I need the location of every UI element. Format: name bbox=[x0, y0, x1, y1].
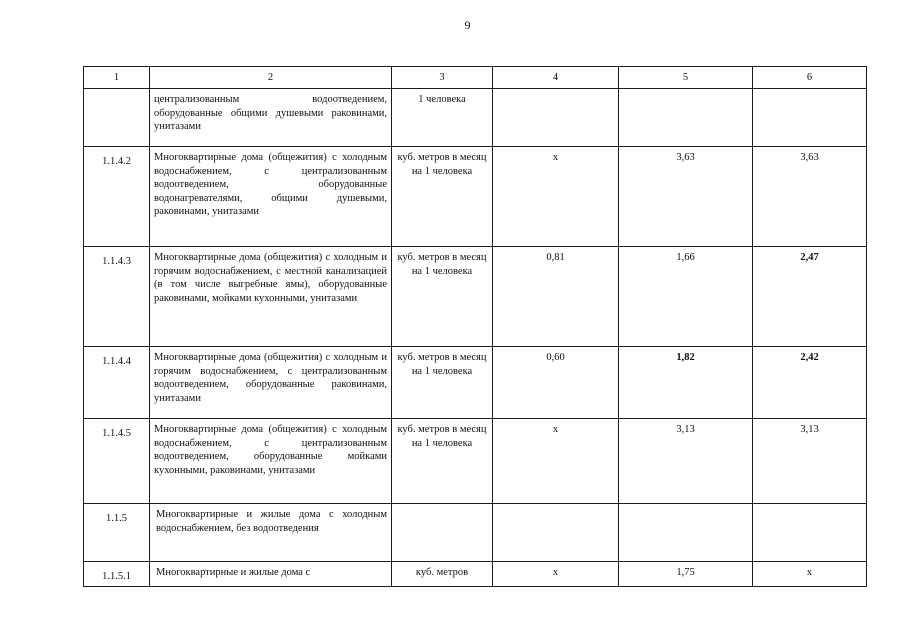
row-unit: куб. метров в месяц на 1 человека bbox=[392, 419, 493, 504]
row-description: Многоквартирные и жилые дома с холодным водоснабжением, без водоотведения bbox=[150, 504, 392, 562]
row-value-4: х bbox=[493, 562, 619, 587]
row-code: 1.1.5.1 bbox=[84, 562, 150, 587]
row-value-6: 2,42 bbox=[753, 347, 867, 419]
column-header: 6 bbox=[753, 67, 867, 89]
row-value-4: х bbox=[493, 147, 619, 247]
row-unit bbox=[392, 504, 493, 562]
row-value-4: х bbox=[493, 419, 619, 504]
column-header: 1 bbox=[84, 67, 150, 89]
row-unit: куб. метров в месяц на 1 человека bbox=[392, 247, 493, 347]
row-value-5: 1,75 bbox=[619, 562, 753, 587]
row-value-4 bbox=[493, 504, 619, 562]
column-header: 2 bbox=[150, 67, 392, 89]
row-code: 1.1.4.5 bbox=[84, 419, 150, 504]
row-unit: куб. метров в месяц на 1 человека bbox=[392, 347, 493, 419]
row-value-6: х bbox=[753, 562, 867, 587]
row-value-5 bbox=[619, 504, 753, 562]
table-row bbox=[84, 504, 867, 562]
row-description: Многоквартирные и жилые дома с bbox=[150, 562, 392, 587]
row-unit: куб. метров bbox=[392, 562, 493, 587]
table-row bbox=[84, 247, 867, 347]
row-value-6: 3,63 bbox=[753, 147, 867, 247]
row-unit: куб. метров в месяц на 1 человека bbox=[392, 147, 493, 247]
row-description: Многоквартирные дома (общежития) с холодным водоснабжением, с централизованным водоотведением, оборудованные водонагревателями, общими душевыми, раковинами, унитазами bbox=[150, 147, 392, 247]
row-value-5: 1,66 bbox=[619, 247, 753, 347]
row-value-4: 0,81 bbox=[493, 247, 619, 347]
row-value-6: 3,13 bbox=[753, 419, 867, 504]
table-header-row bbox=[84, 67, 867, 89]
row-code: 1.1.5 bbox=[84, 504, 150, 562]
table-row bbox=[84, 562, 867, 587]
table-row bbox=[84, 419, 867, 504]
column-header: 3 bbox=[392, 67, 493, 89]
table-row bbox=[84, 147, 867, 247]
row-code: 1.1.4.2 bbox=[84, 147, 150, 247]
row-unit: 1 человека bbox=[392, 89, 493, 147]
row-value-6: 2,47 bbox=[753, 247, 867, 347]
column-header: 5 bbox=[619, 67, 753, 89]
page-number: 9 bbox=[464, 18, 471, 32]
row-description: Многоквартирные дома (общежития) с холодным и горячим водоснабжением, с местной канализацией (в том числе выгребные ямы), оборудованные раковинами, мойками кухонными, унитазами bbox=[150, 247, 392, 347]
row-description: централизованным водоотведением, оборудованные общими душевыми раковинами, унитазами bbox=[150, 89, 392, 147]
row-value-5: 3,13 bbox=[619, 419, 753, 504]
norms-table bbox=[83, 66, 867, 587]
column-header: 4 bbox=[493, 67, 619, 89]
table-row bbox=[84, 89, 867, 147]
row-code: 1.1.4.3 bbox=[84, 247, 150, 347]
row-value-4: 0,60 bbox=[493, 347, 619, 419]
row-value-5: 1,82 bbox=[619, 347, 753, 419]
row-value-6 bbox=[753, 89, 867, 147]
row-value-5 bbox=[619, 89, 753, 147]
row-value-5: 3,63 bbox=[619, 147, 753, 247]
row-description: Многоквартирные дома (общежития) с холодным и горячим водоснабжением, с централизованным водоотведением, оборудованные раковинами, унитазами bbox=[150, 347, 392, 419]
row-code: 1.1.4.4 bbox=[84, 347, 150, 419]
row-description: Многоквартирные дома (общежития) с холодным водоснабжением, с централизованным водоотведением, оборудованные мойками кухонными, раковинами, унитазами bbox=[150, 419, 392, 504]
row-value-6 bbox=[753, 504, 867, 562]
row-value-4 bbox=[493, 89, 619, 147]
table-row bbox=[84, 347, 867, 419]
row-code bbox=[84, 89, 150, 147]
